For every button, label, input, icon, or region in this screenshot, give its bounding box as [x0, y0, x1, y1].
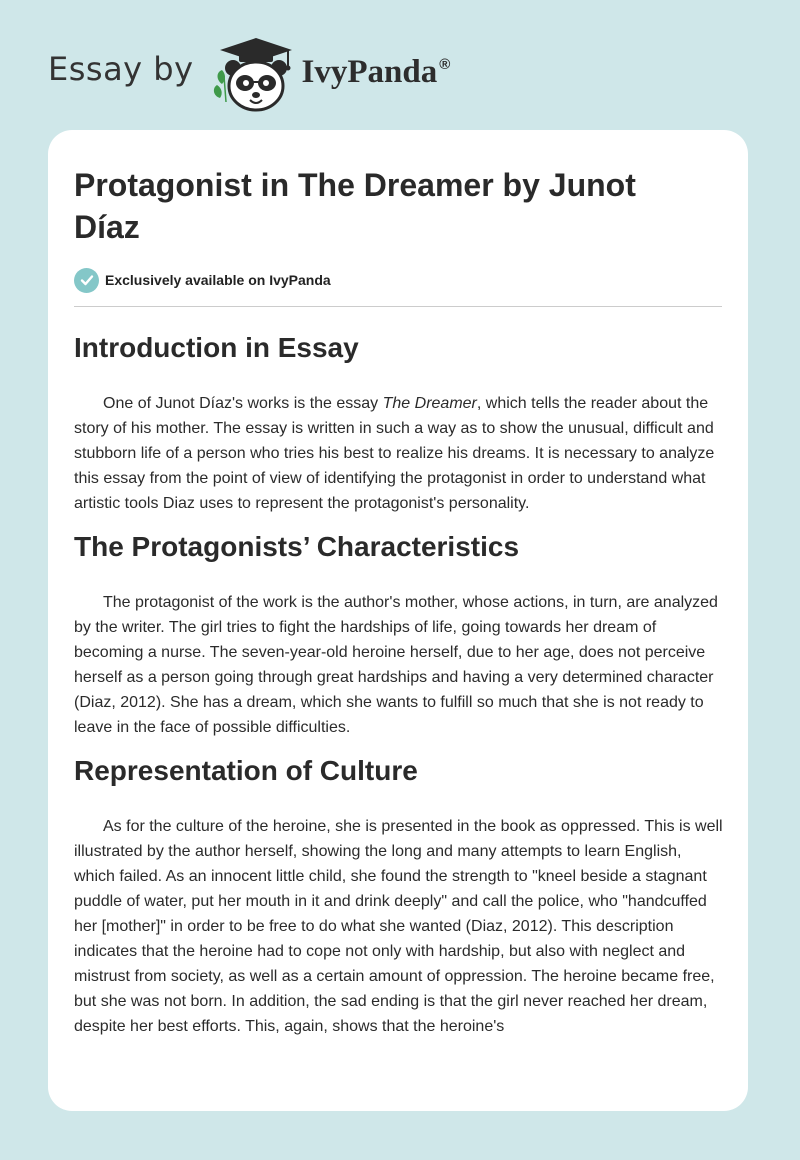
registered-mark: ®	[439, 55, 451, 73]
exclusive-badge	[74, 265, 724, 295]
essay-card	[48, 130, 748, 1111]
brand-prefix: Essay by	[48, 50, 194, 88]
checkmark-icon	[74, 268, 99, 293]
site-logo[interactable]	[48, 34, 450, 114]
brand-name: IvyPanda ®	[301, 53, 451, 90]
page-title: Protagonist in The Dreamer by Junot Díaz	[74, 167, 636, 245]
section-paragraph-culture: As for the culture of the heroine, she is presented in the book as oppressed. This is well illustrated by the author herself, showing the long and many attempts to learn English, which failed. As an innocent little child, she found the strength to "kneel beside a stagnant puddle of water, put her mouth in it and drink deeply" and call the police, who "handcuffed her [mother]" in order to be free to do what she wanted (Diaz, 2012). This description indicates that the heroine had to cope not only with hardship, but also with neglect and mistrust from society, as well as a certain amount of oppression. The heroine became free, but she was not born. In addition, the sad ending is that the girl never reached her dream, despite her best efforts. This, again, shows that the heroine's	[74, 818, 723, 1035]
section-paragraph-characteristics: The protagonist of the work is the author's mother, whose actions, in turn, are analyzed by the writer. The girl tries to fight the hardships of life, going towards her dream of becoming a nurse. The seven-year-old heroine herself, due to her age, does not perceive herself as a person going through great hardships and having a very determined character (Diaz, 2012). She has a dream, which she wants to fulfill so much that she is not ready to leave in the face of possible difficulties.	[74, 594, 718, 736]
badge-label: Exclusively available on IvyPanda	[105, 272, 331, 288]
section-heading-culture: Representation of Culture	[74, 755, 418, 786]
section-heading-characteristics: The Protagonists’ Characteristics	[74, 531, 520, 562]
section-heading-introduction: Introduction in Essay	[74, 332, 359, 363]
panda-graduate-icon	[208, 36, 298, 112]
section-paragraph-introduction: One of Junot Díaz's works is the essay The Dreamer, which tells the reader about the story of his mother. The essay is written in such a way as to show the unusual, difficult and stubborn life of a person who tries his best to realize his dreams. It is necessary to analyze this essay from the point of view of identifying the protagonist in order to understand what artistic tools Diaz uses to represent the protagonist's personality.	[74, 395, 715, 512]
divider	[74, 306, 722, 307]
